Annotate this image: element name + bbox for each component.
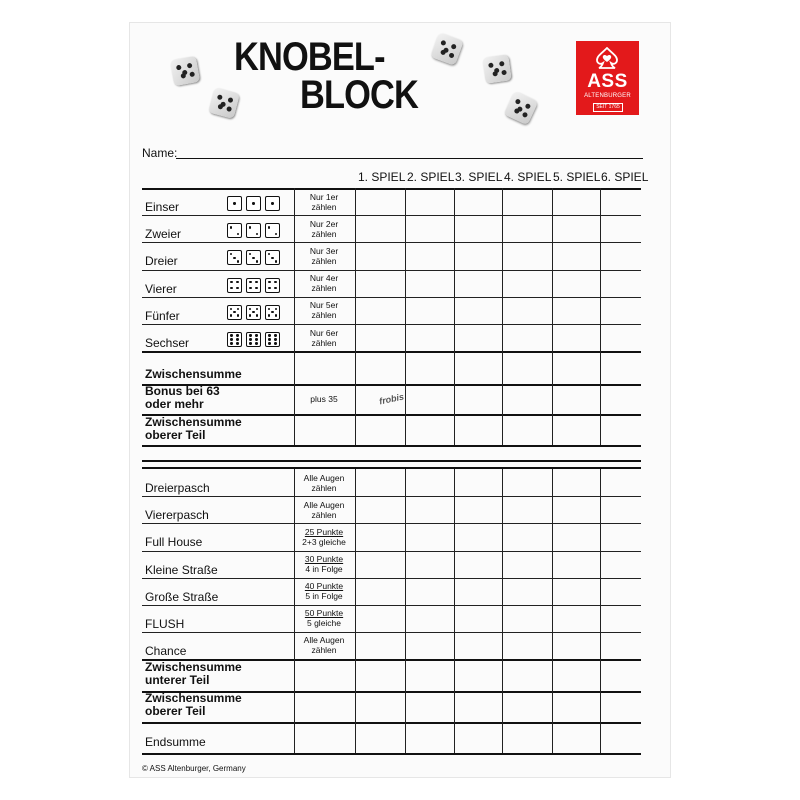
- pip: [274, 338, 276, 340]
- spade-heart-icon: [594, 47, 620, 69]
- pip: [237, 233, 239, 235]
- row-einser-cell-spiel-2[interactable]: [406, 189, 453, 214]
- row-upper-summary-0-cell-spiel-4[interactable]: [503, 352, 551, 383]
- row-fünfer-cell-spiel-6[interactable]: [601, 298, 640, 323]
- row-zweier-cell-spiel-1[interactable]: [356, 216, 404, 241]
- pip: [255, 281, 257, 283]
- row-dreierpasch-cell-spiel-1[interactable]: [356, 470, 404, 495]
- row-chance-cell-spiel-5[interactable]: [553, 633, 599, 658]
- rule-note-line: zählen: [311, 337, 337, 348]
- rule-note-line: zählen: [311, 256, 337, 266]
- pip: [268, 287, 270, 289]
- pip: [268, 338, 270, 340]
- row-vierer-cell-spiel-3[interactable]: [455, 271, 501, 296]
- rule-note: [294, 273, 354, 293]
- die-icon: [482, 54, 511, 83]
- row-kleine-straße-cell-spiel-1[interactable]: [356, 552, 404, 577]
- row-label-einser: Einser: [145, 200, 180, 214]
- row-sechser-cell-spiel-1[interactable]: [356, 325, 404, 350]
- pip: [268, 342, 270, 344]
- row-dreierpasch-cell-spiel-6[interactable]: [601, 470, 640, 495]
- row-große-straße-cell-spiel-2[interactable]: [406, 579, 453, 604]
- pip: [230, 338, 232, 340]
- row-flush-cell-spiel-5[interactable]: [553, 606, 599, 631]
- row-upper-summary-0-cell-spiel-5[interactable]: [553, 352, 599, 383]
- table-rule: [142, 445, 641, 447]
- rule-note-line: zählen: [311, 283, 337, 294]
- title-line-2: BLOCK: [300, 73, 419, 117]
- pip: [268, 281, 270, 283]
- pip: [236, 342, 238, 344]
- row-upper-summary-0-cell-spiel-6[interactable]: [601, 352, 640, 383]
- pip: [236, 287, 238, 289]
- logo-since: SEIT 1765: [593, 103, 623, 112]
- pip: [268, 308, 270, 310]
- rule-note-line: Nur 1er: [309, 191, 339, 202]
- rule-note-line: 50 Punkte: [304, 608, 344, 619]
- dice-five-icon: [246, 305, 261, 320]
- logo-brand: ASS: [587, 71, 628, 92]
- row-dreier-cell-spiel-3[interactable]: [455, 243, 501, 268]
- row-einser-cell-spiel-5[interactable]: [553, 189, 599, 214]
- rule-note: [294, 246, 354, 266]
- row-fünfer-cell-spiel-3[interactable]: [455, 298, 501, 323]
- pip: [230, 314, 232, 316]
- pip: [249, 226, 251, 228]
- pip: [237, 308, 239, 310]
- column-header-spiel-4: 4. SPIEL: [504, 170, 552, 184]
- row-full-house-cell-spiel-2[interactable]: [406, 524, 453, 549]
- row-kleine-straße-cell-spiel-6[interactable]: [601, 552, 640, 577]
- row-lower-summary-1-cell-spiel-6[interactable]: [601, 692, 640, 721]
- row-label-line: Endsumme: [145, 734, 206, 749]
- row-dreier-cell-spiel-1[interactable]: [356, 243, 404, 268]
- pip: [255, 342, 257, 344]
- pip: [275, 314, 277, 316]
- pip: [233, 202, 235, 204]
- row-vierer-cell-spiel-2[interactable]: [406, 271, 453, 296]
- row-upper-summary-0-cell-spiel-1[interactable]: [356, 352, 404, 383]
- dice-one-icon: [246, 196, 261, 211]
- pip: [249, 342, 251, 344]
- row-vierer-cell-spiel-1[interactable]: [356, 271, 404, 296]
- row-full-house-cell-spiel-3[interactable]: [455, 524, 501, 549]
- pip: [256, 260, 258, 262]
- dice-three-icon: [265, 250, 280, 265]
- row-vierer-cell-spiel-5[interactable]: [553, 271, 599, 296]
- row-chance-cell-spiel-6[interactable]: [601, 633, 640, 658]
- row-sechser-cell-spiel-4[interactable]: [503, 325, 551, 350]
- pip: [249, 281, 251, 283]
- row-upper-summary-1-cell-spiel-5[interactable]: [553, 385, 599, 413]
- row-fünfer-cell-spiel-2[interactable]: [406, 298, 453, 323]
- rule-note-line: 30 Punkte: [304, 554, 344, 565]
- row-upper-summary-2-cell-spiel-4[interactable]: [503, 415, 551, 444]
- pip: [268, 226, 270, 228]
- row-chance-cell-spiel-2[interactable]: [406, 633, 453, 658]
- row-flush-cell-spiel-4[interactable]: [503, 606, 551, 631]
- pip: [274, 342, 276, 344]
- dice-two-icon: [246, 223, 261, 238]
- column-header-spiel-5: 5. SPIEL: [553, 170, 601, 184]
- row-upper-summary-2-cell-spiel-1[interactable]: [356, 415, 404, 444]
- pip: [274, 287, 276, 289]
- row-sechser-cell-spiel-3[interactable]: [455, 325, 501, 350]
- pip: [237, 314, 239, 316]
- row-lower-summary-2-cell-spiel-4[interactable]: [503, 723, 551, 752]
- pip: [274, 334, 276, 336]
- name-label: Name:: [142, 146, 178, 160]
- pip: [230, 334, 232, 336]
- rule-note: [294, 608, 354, 628]
- pip: [271, 257, 273, 259]
- rule-note: [294, 300, 354, 320]
- row-label-upper-summary: [145, 385, 220, 411]
- die-icon: [170, 56, 200, 86]
- rule-note: [294, 394, 354, 404]
- row-vierer-cell-spiel-4[interactable]: [503, 271, 551, 296]
- rule-note-line: 40 Punkte: [304, 581, 344, 592]
- row-label-upper-summary: [145, 368, 242, 381]
- row-sechser-cell-spiel-6[interactable]: [601, 325, 640, 350]
- rule-note-line: Alle Augen: [303, 635, 345, 646]
- row-lower-summary-0-cell-spiel-4[interactable]: [503, 660, 551, 690]
- pip: [237, 260, 239, 262]
- pip: [236, 338, 238, 340]
- row-label-zweier: Zweier: [145, 227, 182, 242]
- row-upper-summary-2-cell-spiel-2[interactable]: [406, 415, 453, 444]
- rule-note-line: 5 gleiche: [306, 618, 342, 629]
- pip: [249, 334, 251, 336]
- row-label-flush: FLUSH: [145, 616, 185, 631]
- pip: [249, 314, 251, 316]
- watermark: frobis: [378, 391, 405, 407]
- rule-note: [294, 192, 354, 212]
- row-label-große-straße: Große Straße: [145, 589, 219, 604]
- pip: [230, 308, 232, 310]
- row-kleine-straße-cell-spiel-3[interactable]: [455, 552, 501, 577]
- column-header-spiel-3: 3. SPIEL: [455, 170, 503, 184]
- row-fünfer-cell-spiel-5[interactable]: [553, 298, 599, 323]
- row-kleine-straße-cell-spiel-2[interactable]: [406, 552, 453, 577]
- row-label-line: oberer Teil: [145, 703, 206, 718]
- row-viererpasch-cell-spiel-4[interactable]: [503, 497, 551, 522]
- row-full-house-cell-spiel-1[interactable]: [356, 524, 404, 549]
- rule-note-line: zählen: [311, 645, 337, 656]
- pip: [268, 334, 270, 336]
- dice-six-icon: [227, 332, 242, 347]
- row-upper-summary-1-cell-spiel-2[interactable]: [406, 385, 453, 413]
- row-label-dreierpasch: Dreierpasch: [145, 481, 210, 496]
- row-upper-summary-1-cell-spiel-6[interactable]: [601, 385, 640, 413]
- row-upper-summary-2-cell-spiel-3[interactable]: [455, 415, 501, 444]
- rule-note-line: Nur 2er: [309, 218, 339, 229]
- pip: [275, 260, 277, 262]
- row-label-line: Bonus bei 63: [145, 384, 220, 399]
- name-field[interactable]: [176, 158, 643, 159]
- row-label-sechser: Sechser: [145, 336, 190, 350]
- pip: [268, 253, 270, 255]
- row-lower-summary-2-cell-spiel-1[interactable]: [356, 723, 404, 752]
- row-chance-cell-spiel-4[interactable]: [503, 633, 551, 658]
- row-dreier-cell-spiel-6[interactable]: [601, 243, 640, 268]
- title-line-1: KNOBEL-: [234, 35, 385, 79]
- ass-logo: [576, 41, 639, 115]
- row-chance-cell-spiel-3[interactable]: [455, 633, 501, 658]
- row-lower-summary-2-cell-spiel-6[interactable]: [601, 723, 640, 752]
- pip: [236, 281, 238, 283]
- pip: [230, 287, 232, 289]
- row-lower-summary-1-cell-spiel-4[interactable]: [503, 692, 551, 721]
- row-lower-summary-0-cell-spiel-6[interactable]: [601, 660, 640, 690]
- row-dreier-cell-spiel-2[interactable]: [406, 243, 453, 268]
- pip: [256, 233, 258, 235]
- row-flush-cell-spiel-6[interactable]: [601, 606, 640, 631]
- rule-note-line: zählen: [311, 201, 337, 212]
- row-lower-summary-0-cell-spiel-1[interactable]: [356, 660, 404, 690]
- rule-note-line: Nur 5er: [309, 300, 339, 311]
- pip: [256, 308, 258, 310]
- row-zweier-cell-spiel-3[interactable]: [455, 216, 501, 241]
- pip: [236, 334, 238, 336]
- row-zweier-cell-spiel-2[interactable]: [406, 216, 453, 241]
- row-dreier-cell-spiel-4[interactable]: [503, 243, 551, 268]
- row-upper-summary-0-cell-spiel-2[interactable]: [406, 352, 453, 383]
- row-lower-summary-0-cell-spiel-3[interactable]: [455, 660, 501, 690]
- row-upper-summary-1-cell-spiel-3[interactable]: [455, 385, 501, 413]
- row-lower-summary-2-cell-spiel-5[interactable]: [553, 723, 599, 752]
- pip: [233, 257, 235, 259]
- dice-three-icon: [227, 250, 242, 265]
- row-viererpasch-cell-spiel-1[interactable]: [356, 497, 404, 522]
- row-kleine-straße-cell-spiel-4[interactable]: [503, 552, 551, 577]
- row-upper-summary-2-cell-spiel-6[interactable]: [601, 415, 640, 444]
- dice-four-icon: [246, 278, 261, 293]
- row-label-line: Zwischensumme: [145, 367, 242, 382]
- dice-three-icon: [246, 250, 261, 265]
- rule-note-line: Nur 3er: [309, 246, 339, 256]
- die-icon: [208, 87, 240, 119]
- score-table: [142, 188, 641, 759]
- dice-one-icon: [265, 196, 280, 211]
- row-dreierpasch-cell-spiel-2[interactable]: [406, 470, 453, 495]
- dice-five-icon: [227, 305, 242, 320]
- table-rule: [142, 467, 641, 469]
- rule-note-line: zählen: [311, 310, 337, 321]
- pip: [249, 338, 251, 340]
- column-header-spiel-6: 6. SPIEL: [601, 170, 649, 184]
- row-viererpasch-cell-spiel-2[interactable]: [406, 497, 453, 522]
- row-label-line: unterer Teil: [145, 672, 210, 687]
- row-lower-summary-2-cell-spiel-2[interactable]: [406, 723, 453, 752]
- table-rule: [142, 460, 641, 462]
- row-viererpasch-cell-spiel-3[interactable]: [455, 497, 501, 522]
- row-label-lower-summary: [145, 661, 242, 687]
- pip: [275, 233, 277, 235]
- rule-note-line: 2+3 gleiche: [302, 536, 346, 547]
- dice-one-icon: [227, 196, 242, 211]
- rule-note: [294, 328, 354, 348]
- row-label-line: oder mehr: [145, 397, 204, 412]
- rule-note: [294, 473, 354, 493]
- row-viererpasch-cell-spiel-5[interactable]: [553, 497, 599, 522]
- row-einser-cell-spiel-3[interactable]: [455, 189, 501, 214]
- row-einser-cell-spiel-4[interactable]: [503, 189, 551, 214]
- row-upper-summary-2-cell-spiel-5[interactable]: [553, 415, 599, 444]
- dice-two-icon: [227, 223, 242, 238]
- row-label-upper-summary: [145, 416, 242, 442]
- dice-five-icon: [265, 305, 280, 320]
- pip: [230, 281, 232, 283]
- row-fünfer-cell-spiel-4[interactable]: [503, 298, 551, 323]
- rule-note: [294, 500, 354, 520]
- row-label-line: Zwischensumme: [145, 659, 242, 674]
- pip: [230, 226, 232, 228]
- pip: [233, 311, 235, 313]
- rule-note: [294, 635, 354, 655]
- row-full-house-cell-spiel-4[interactable]: [503, 524, 551, 549]
- rule-note-line: Nur 4er: [309, 273, 339, 284]
- pip: [271, 311, 273, 313]
- row-full-house-cell-spiel-5[interactable]: [553, 524, 599, 549]
- row-chance-cell-spiel-1[interactable]: [356, 633, 404, 658]
- row-full-house-cell-spiel-6[interactable]: [601, 524, 640, 549]
- row-zweier-cell-spiel-4[interactable]: [503, 216, 551, 241]
- row-flush-cell-spiel-3[interactable]: [455, 606, 501, 631]
- rule-note-line: 4 in Folge: [305, 564, 343, 575]
- row-einser-cell-spiel-1[interactable]: [356, 189, 404, 214]
- row-große-straße-cell-spiel-6[interactable]: [601, 579, 640, 604]
- score-sheet: [130, 23, 670, 777]
- row-viererpasch-cell-spiel-6[interactable]: [601, 497, 640, 522]
- row-lower-summary-1-cell-spiel-1[interactable]: [356, 692, 404, 721]
- pip: [255, 338, 257, 340]
- row-große-straße-cell-spiel-5[interactable]: [553, 579, 599, 604]
- row-lower-summary-1-cell-spiel-5[interactable]: [553, 692, 599, 721]
- row-upper-summary-1-cell-spiel-4[interactable]: [503, 385, 551, 413]
- row-dreierpasch-cell-spiel-4[interactable]: [503, 470, 551, 495]
- row-dreierpasch-cell-spiel-3[interactable]: [455, 470, 501, 495]
- pip: [249, 253, 251, 255]
- row-dreierpasch-cell-spiel-5[interactable]: [553, 470, 599, 495]
- row-dreier-cell-spiel-5[interactable]: [553, 243, 599, 268]
- row-sechser-cell-spiel-5[interactable]: [553, 325, 599, 350]
- die-icon: [430, 32, 463, 65]
- die-icon: [504, 91, 539, 126]
- dice-four-icon: [265, 278, 280, 293]
- row-große-straße-cell-spiel-1[interactable]: [356, 579, 404, 604]
- rule-note-line: plus 35: [310, 394, 338, 405]
- rule-note-line: Alle Augen: [303, 499, 345, 510]
- row-label-kleine-straße: Kleine Straße: [145, 562, 218, 577]
- rule-note: [294, 527, 354, 547]
- rule-note-line: zählen: [311, 509, 337, 520]
- pip: [255, 334, 257, 336]
- rule-note: [294, 219, 354, 239]
- row-große-straße-cell-spiel-4[interactable]: [503, 579, 551, 604]
- dice-six-icon: [265, 332, 280, 347]
- pip: [275, 308, 277, 310]
- row-label-chance: Chance: [145, 643, 187, 658]
- row-label-line: Zwischensumme: [145, 690, 242, 705]
- row-lower-summary-1-cell-spiel-3[interactable]: [455, 692, 501, 721]
- pip: [274, 281, 276, 283]
- row-sechser-cell-spiel-2[interactable]: [406, 325, 453, 350]
- dice-six-icon: [246, 332, 261, 347]
- pip: [255, 287, 257, 289]
- row-kleine-straße-cell-spiel-5[interactable]: [553, 552, 599, 577]
- row-große-straße-cell-spiel-3[interactable]: [455, 579, 501, 604]
- row-label-full-house: Full House: [145, 535, 203, 550]
- row-flush-cell-spiel-1[interactable]: [356, 606, 404, 631]
- pip: [252, 202, 254, 204]
- rule-note-line: zählen: [311, 228, 337, 239]
- row-label-line: oberer Teil: [145, 428, 206, 443]
- row-upper-summary-0-cell-spiel-3[interactable]: [455, 352, 501, 383]
- row-zweier-cell-spiel-5[interactable]: [553, 216, 599, 241]
- rule-note-line: Alle Augen: [303, 472, 345, 483]
- row-lower-summary-0-cell-spiel-5[interactable]: [553, 660, 599, 690]
- pip: [252, 257, 254, 259]
- row-flush-cell-spiel-2[interactable]: [406, 606, 453, 631]
- row-einser-cell-spiel-6[interactable]: [601, 189, 640, 214]
- row-vierer-cell-spiel-6[interactable]: [601, 271, 640, 296]
- rule-note: [294, 554, 354, 574]
- column-header-spiel-2: 2. SPIEL: [407, 170, 455, 184]
- rule-note-line: zählen: [311, 482, 337, 493]
- table-rule: [142, 753, 641, 755]
- pip: [249, 308, 251, 310]
- row-label-line: Zwischensumme: [145, 415, 242, 430]
- pip: [230, 342, 232, 344]
- row-lower-summary-1-cell-spiel-2[interactable]: [406, 692, 453, 721]
- column-header-spiel-1: 1. SPIEL: [358, 170, 406, 184]
- pip: [230, 253, 232, 255]
- row-zweier-cell-spiel-6[interactable]: [601, 216, 640, 241]
- rule-note: [294, 581, 354, 601]
- dice-two-icon: [265, 223, 280, 238]
- row-label-vierer: Vierer: [145, 281, 177, 296]
- pip: [256, 314, 258, 316]
- pip: [268, 314, 270, 316]
- row-label-fünfer: Fünfer: [145, 308, 180, 323]
- rule-note-line: 5 in Folge: [305, 591, 343, 602]
- dice-four-icon: [227, 278, 242, 293]
- logo-subtitle: ALTENBURGER: [584, 93, 631, 99]
- copyright-text: © ASS Altenburger, Germany: [142, 764, 246, 773]
- row-lower-summary-0-cell-spiel-2[interactable]: [406, 660, 453, 690]
- pip: [249, 287, 251, 289]
- row-label-dreier: Dreier: [145, 254, 178, 269]
- pip: [271, 202, 273, 204]
- row-fünfer-cell-spiel-1[interactable]: [356, 298, 404, 323]
- pip: [252, 311, 254, 313]
- rule-note-line: Nur 6er: [309, 327, 339, 338]
- row-lower-summary-2-cell-spiel-3[interactable]: [455, 723, 501, 752]
- row-label-lower-summary: [145, 736, 206, 749]
- rule-note-line: 25 Punkte: [304, 526, 344, 537]
- row-label-viererpasch: Viererpasch: [145, 508, 209, 523]
- row-label-lower-summary: [145, 692, 242, 718]
